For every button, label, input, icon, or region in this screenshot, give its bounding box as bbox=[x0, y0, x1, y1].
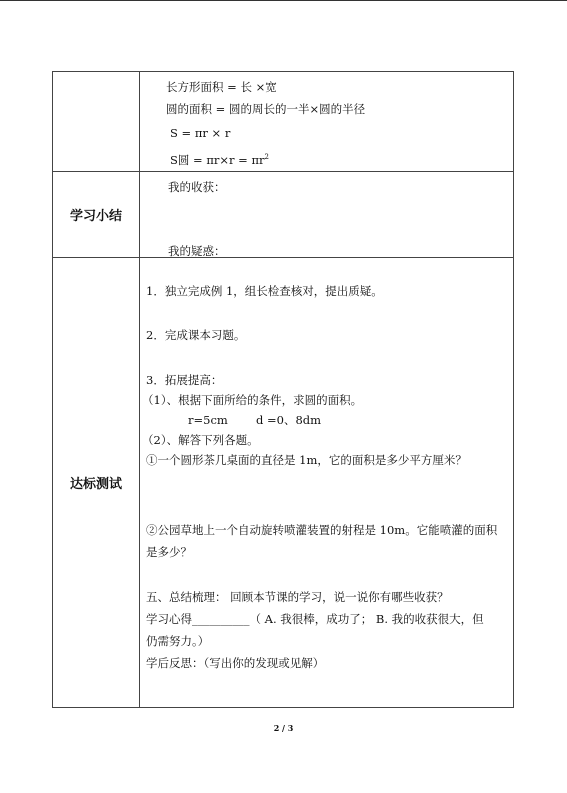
page-number: 2 / 3 bbox=[273, 723, 294, 733]
s-formula: S = πr × r bbox=[170, 126, 231, 140]
s-circle-formula bbox=[170, 148, 269, 169]
header-rule bbox=[0, 0, 567, 1]
rect-area-formula: 长方形面积 = 长 ×宽 bbox=[166, 80, 277, 94]
problem-1: ①一个圆形茶几桌面的直径是 1m，它的面积是多少平方厘米？ bbox=[146, 453, 467, 467]
given-radius: r=5cm bbox=[188, 413, 228, 427]
problem-2-line-1: ②公园草地上一个自动旋转喷灌装置的射程是 10m。它能喷灌的面积 bbox=[146, 523, 498, 537]
formula-cell bbox=[140, 72, 514, 172]
s-circle-text: S圆 = πr×r = πr bbox=[170, 152, 265, 167]
gains-prompt: 我的收获： bbox=[168, 180, 226, 194]
test-row bbox=[53, 258, 514, 708]
question-1: 1．独立完成例 1，组长检查核对，提出质疑。 bbox=[146, 284, 383, 298]
question-3-part-2: （2）、解答下列各题。 bbox=[142, 433, 259, 447]
summary-label: 学习小结 bbox=[53, 172, 140, 258]
worksheet-table bbox=[52, 71, 514, 708]
section-5-summary: 五、总结梳理： 回顾本节课的学习，说一说你有哪些收获？ bbox=[146, 590, 449, 604]
question-3-part-1: （1）、根据下面所给的条件，求圆的面积。 bbox=[142, 393, 363, 407]
problem-2-line-2: 是多少？ bbox=[146, 545, 192, 559]
doubts-prompt: 我的疑惑： bbox=[168, 244, 226, 258]
learning-notes-line-2: 仍需努力。） bbox=[146, 634, 210, 648]
formula-label-cell bbox=[53, 72, 140, 172]
learning-notes-line-1: 学习心得__________（ A. 我很棒，成功了； B. 我的收获很大，但 bbox=[146, 612, 484, 626]
superscript-two: 2 bbox=[264, 153, 269, 161]
reflection-prompt: 学后反思：（写出你的发现或见解） bbox=[146, 656, 325, 670]
test-cell bbox=[140, 258, 514, 708]
summary-row bbox=[53, 172, 514, 258]
given-diameter: d =0、8dm bbox=[256, 413, 322, 427]
question-2: 2．完成课本习题。 bbox=[146, 328, 246, 342]
test-label: 达标测试 bbox=[53, 258, 140, 708]
summary-cell bbox=[140, 172, 514, 258]
circle-area-formula: 圆的面积 = 圆的周长的一半×圆的半径 bbox=[166, 102, 366, 116]
question-3: 3．拓展提高： bbox=[146, 373, 223, 387]
formula-row bbox=[53, 72, 514, 172]
